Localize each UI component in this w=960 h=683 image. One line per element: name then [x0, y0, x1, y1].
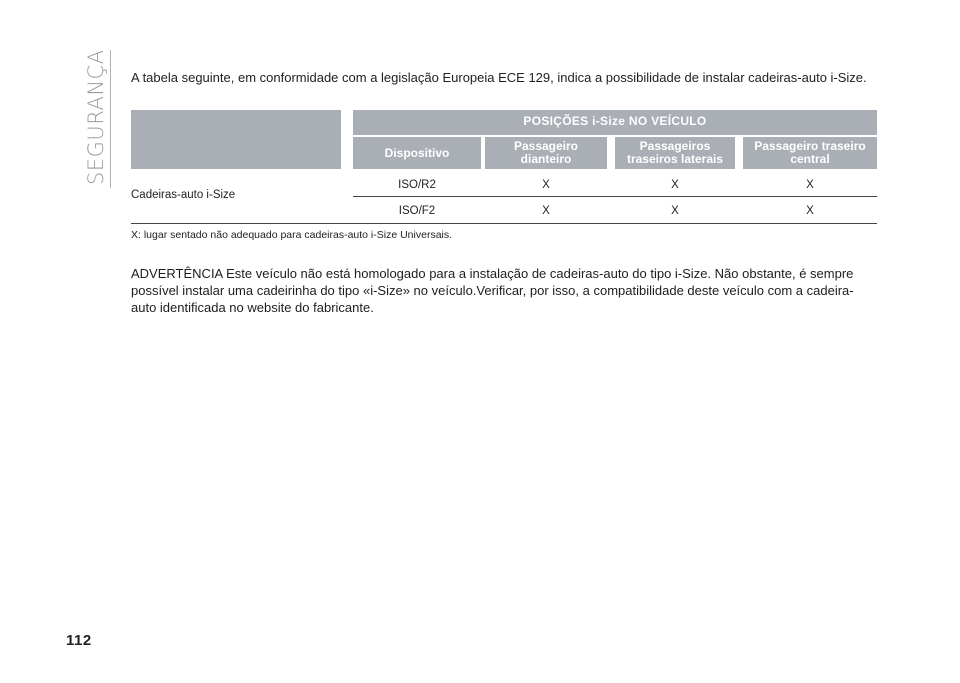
table-bottom-rule — [131, 223, 877, 224]
column-header-rear-side-passengers: Passageiros traseiros laterais — [615, 137, 735, 169]
table-cell: X — [671, 179, 679, 191]
table-cell: ISO/R2 — [398, 179, 436, 191]
table-cell: X — [671, 205, 679, 217]
header-blank-cell — [131, 110, 341, 169]
positions-header: POSIÇÕES i-Size NO VEÍCULO — [353, 110, 877, 135]
table-cell: ISO/F2 — [398, 205, 436, 217]
column-header-rear-center-passenger: Passageiro traseiro central — [743, 137, 877, 169]
section-divider — [110, 50, 111, 188]
warning-paragraph: ADVERTÊNCIA Este veículo não está homologado para a instalação de cadeiras-auto do tipo i-Size. Não obstante, é sempre possível instalar uma cadeirinha do tipo «i-Size» no veículo.Verificar, por isso, a compatibilidade deste veículo com a cadeira-auto identificada no website do fabricante. — [131, 266, 854, 315]
table-cell: X — [806, 179, 814, 191]
column-header-device: Dispositivo — [353, 137, 481, 169]
intro-paragraph: A tabela seguinte, em conformidade com a legislação Europeia ECE 129, indica a possibilidade de instalar cadeiras-auto i-Size. — [131, 70, 867, 85]
table-cell: X — [542, 179, 550, 191]
table-header-top — [131, 110, 877, 135]
table-cell: X — [542, 205, 550, 217]
table-footnote: X: lugar sentado não adequado para cadeiras-auto i-Size Universais. — [131, 229, 453, 241]
column-header-front-passenger: Passageiro dianteiro — [485, 137, 607, 169]
table-cell: X — [806, 205, 814, 217]
row-label: Cadeiras-auto i-Size — [131, 189, 236, 201]
section-title: SEGURANÇA — [84, 49, 108, 185]
column-headers — [353, 137, 877, 169]
page-number: 112 — [66, 632, 92, 649]
row-divider — [353, 196, 877, 197]
